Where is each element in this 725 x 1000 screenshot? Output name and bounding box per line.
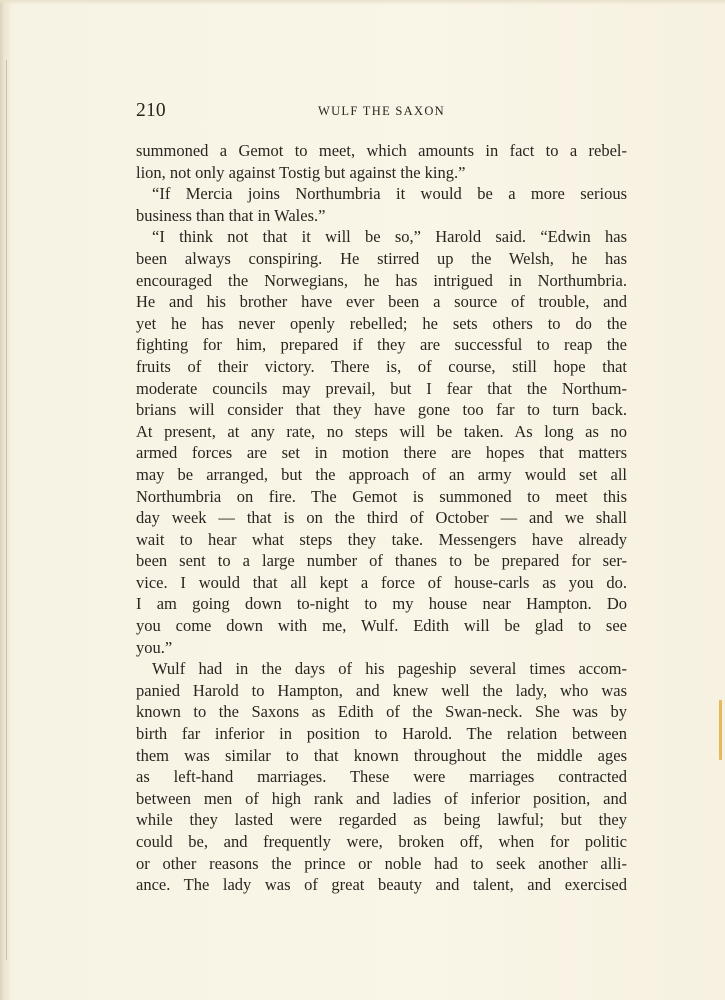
text-line: panied Harold to Hampton, and knew well the lady, who was: [136, 680, 627, 700]
text-line: been sent to a large number of thanes to be prepared for ser-: [136, 551, 627, 571]
text-line: He and his brother have ever been a source of trouble, and: [136, 292, 627, 312]
text-line: as left-hand marriages. These were marriages contracted: [136, 767, 627, 787]
text-line: been always conspiring. He stirred up the Welsh, he has: [136, 248, 627, 268]
binding-edge: [0, 0, 10, 1000]
text-line: brians will consider that they have gone too far to turn back.: [136, 400, 627, 420]
page-number: 210: [136, 100, 166, 121]
text-line: summoned a Gemot to meet, which amounts in fact to a rebel-: [136, 141, 627, 160]
page-header: [136, 100, 627, 124]
text-line: them was similar to that known throughout the middle ages: [136, 745, 627, 765]
text-line: At present, at any rate, no steps will be taken. As long as no: [136, 421, 627, 441]
text-line: yet he has never openly rebelled; he sets others to do the: [136, 313, 627, 333]
text-line: “I think not that it will be so,” Harold said. “Edwin has: [152, 227, 627, 247]
text-line: you come down with me, Wulf. Edith will be glad to see: [136, 616, 627, 636]
right-edge-mark: [719, 700, 722, 760]
text-line: or other reasons the prince or noble had to seek another alli-: [136, 853, 627, 873]
text-line: you.”: [136, 637, 173, 657]
text-line: vice. I would that all kept a force of house-carls as you do.: [136, 572, 627, 592]
text-line: fighting for him, prepared if they are successful to reap the: [136, 335, 627, 355]
text-line: between men of high rank and ladies of inferior position, and: [136, 788, 627, 808]
text-line: I am going down to-night to my house near Hampton. Do: [136, 594, 627, 614]
text-line: while they lasted were regarded as being lawful; but they: [136, 810, 627, 830]
text-line: armed forces are set in motion there are hopes that matters: [136, 443, 627, 463]
text-line: could be, and frequently were, broken off, when for politic: [136, 832, 627, 851]
text-line: birth far inferior in position to Harold. The relation between: [136, 724, 627, 744]
text-line: wait to hear what steps they take. Messengers have already: [136, 529, 627, 549]
binding-line: [6, 60, 7, 960]
text-line: day week — that is on the third of October — and we shall: [136, 508, 627, 528]
text-line: moderate councils may prevail, but I fear that the Northum-: [136, 378, 627, 398]
text-line: encouraged the Norwegians, he has intrigued in Northumbria.: [136, 270, 627, 290]
text-line: “If Mercia joins Northumbria it would be a more serious: [152, 184, 627, 204]
top-edge-shadow: [0, 0, 725, 5]
text-line: known to the Saxons as Edith of the Swan-neck. She was by: [136, 702, 627, 722]
text-line: ance. The lady was of great beauty and talent, and exercised: [136, 875, 627, 895]
text-line: Northumbria on fire. The Gemot is summoned to meet this: [136, 486, 627, 506]
text-line: Wulf had in the days of his pageship several times accom-: [152, 659, 627, 679]
body-text: [136, 140, 627, 896]
text-line: business than that in Wales.”: [136, 205, 326, 225]
text-line: may be arranged, but the approach of an army would set all: [136, 464, 627, 484]
text-line: fruits of their victory. There is, of course, still hope that: [136, 356, 627, 376]
running-head: WULF THE SAXON: [318, 104, 445, 118]
text-line: lion, not only against Tostig but against the king.”: [136, 162, 466, 182]
